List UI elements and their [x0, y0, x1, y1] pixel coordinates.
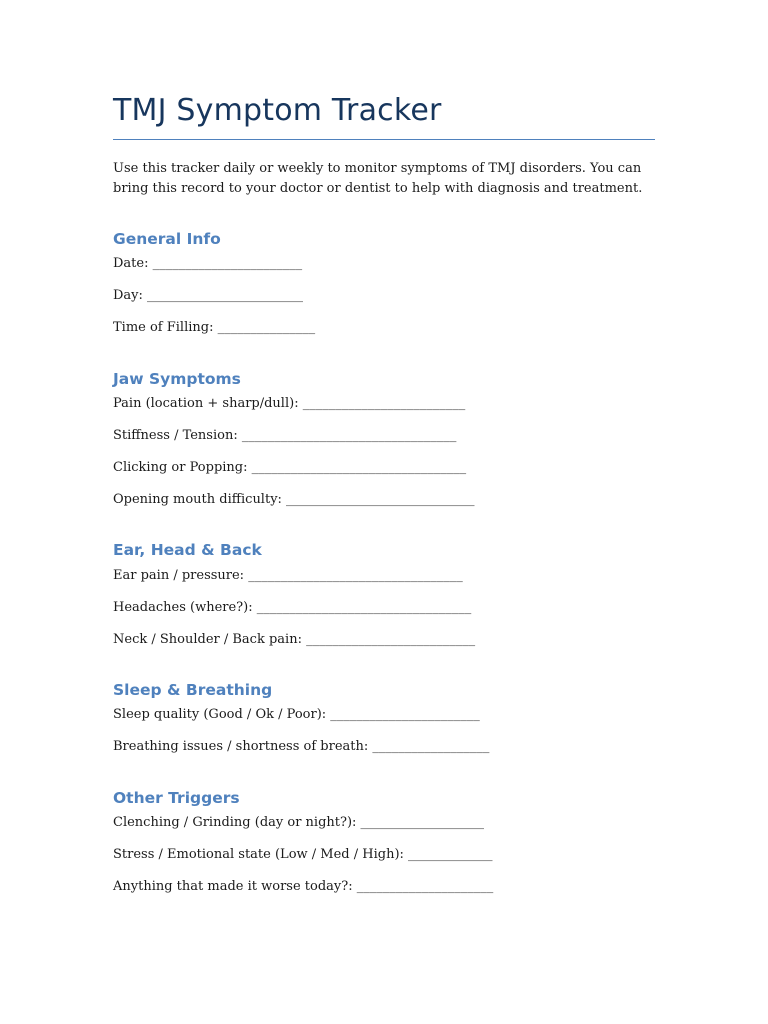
page-title: TMJ Symptom Tracker — [113, 93, 442, 128]
field-stiffness[interactable]: Stiffness / Tension: _________________________________ — [113, 428, 457, 443]
intro-paragraph: Use this tracker daily or weekly to monitor symptoms of TMJ disorders. You can bring this record to your doctor or dentist to help with diagnosis and treatment. — [113, 161, 643, 196]
field-neck-back-pain[interactable]: Neck / Shoulder / Back pain: __________________________ — [113, 632, 476, 647]
section-heading-other-triggers: Other Triggers — [113, 789, 240, 807]
field-ear-pain[interactable]: Ear pain / pressure: _________________________________ — [113, 568, 463, 583]
field-sleep-quality[interactable]: Sleep quality (Good / Ok / Poor): _______________________ — [113, 707, 480, 722]
field-date[interactable]: Date: _______________________ — [113, 256, 303, 271]
field-breathing-issues[interactable]: Breathing issues / shortness of breath: __________________ — [113, 739, 490, 754]
section-heading-jaw-symptoms: Jaw Symptoms — [113, 370, 241, 388]
field-opening-difficulty[interactable]: Opening mouth difficulty: _____________________________ — [113, 492, 475, 507]
field-headaches[interactable]: Headaches (where?): _________________________________ — [113, 600, 472, 615]
field-day[interactable]: Day: ________________________ — [113, 288, 304, 303]
field-time-of-filling[interactable]: Time of Filling: _______________ — [113, 320, 316, 335]
field-stress[interactable]: Stress / Emotional state (Low / Med / High): _____________ — [113, 847, 493, 862]
title-divider — [113, 139, 655, 140]
field-clicking[interactable]: Clicking or Popping: _________________________________ — [113, 460, 467, 475]
field-pain[interactable]: Pain (location + sharp/dull): _________________________ — [113, 396, 466, 411]
section-heading-sleep-breathing: Sleep & Breathing — [113, 681, 273, 699]
field-worse-today[interactable]: Anything that made it worse today?: _____________________ — [113, 879, 494, 894]
section-heading-ear-head-back: Ear, Head & Back — [113, 541, 262, 559]
field-clenching[interactable]: Clenching / Grinding (day or night?): ___________________ — [113, 815, 485, 830]
section-heading-general-info: General Info — [113, 230, 221, 248]
